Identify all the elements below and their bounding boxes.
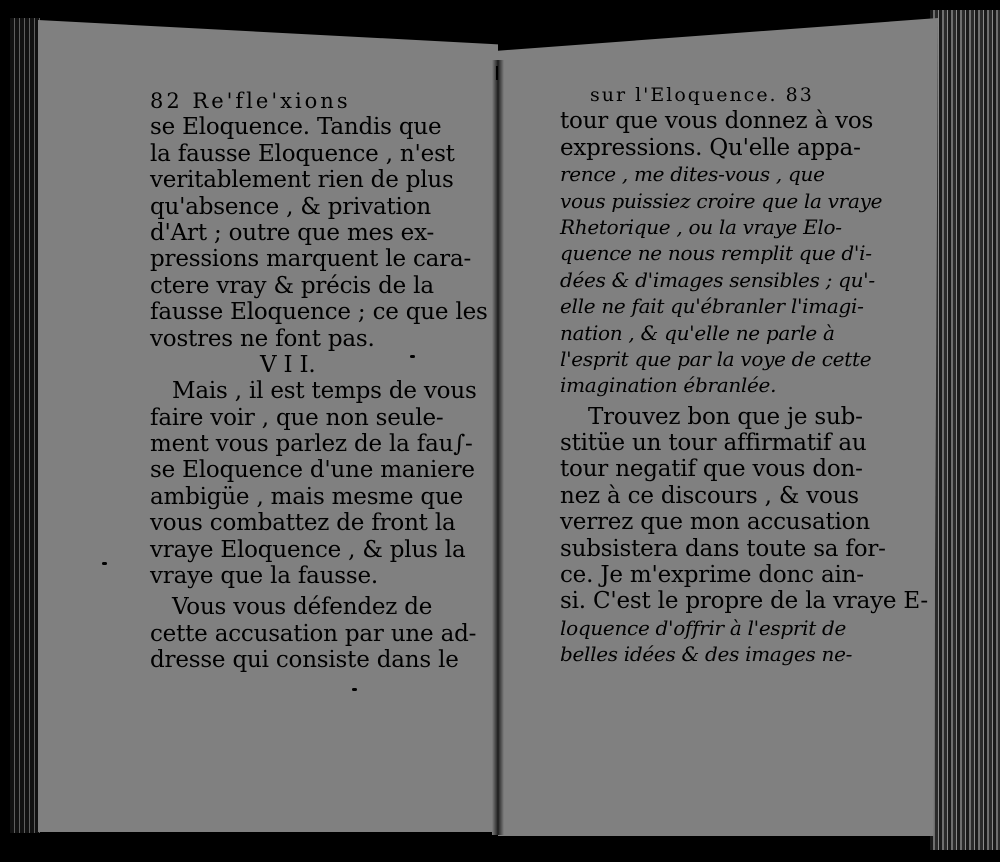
italic-line: imagination ébranlée. (560, 373, 777, 398)
text-line: la fausse Eloquence , n'est (150, 140, 455, 167)
ink-speck (102, 562, 107, 565)
left-page-header: 82 Re'fle'xions (150, 89, 351, 113)
text-line: fausse Eloquence ; ce que les (150, 299, 488, 326)
ink-speck (410, 355, 415, 358)
right-page-edges (930, 10, 1000, 850)
text-line: expressions. Qu'elle appa- (560, 134, 861, 161)
italic-line: belles idées & des images ne- (560, 642, 853, 667)
text-line: stitüe un tour affirmatif au (560, 430, 867, 457)
text-line: Vous vous défendez de (172, 594, 433, 621)
italic-line: l'esprit que par la voye de cette (560, 346, 872, 371)
text-line: cette accusation par une ad- (150, 620, 477, 647)
ink-speck (514, 8, 519, 11)
text-line: pressions marquent le cara- (150, 246, 472, 273)
text-line: subsistera dans toute sa for- (560, 535, 886, 562)
italic-line: quence ne nous remplit que d'i- (560, 241, 872, 266)
ink-speck (352, 688, 357, 691)
text-line: tour que vous donnez à vos (560, 108, 874, 135)
text-line: Trouvez bon que je sub- (588, 403, 863, 430)
section-number: V I I. (260, 351, 316, 378)
text-line: faire voir , que non seule- (150, 404, 444, 431)
text-line: veritablement rien de plus (150, 167, 454, 194)
italic-line: Rhetorique , ou la vraye Elo- (560, 214, 842, 239)
italic-line: rence , me dites-vous , que (560, 162, 825, 187)
right-page-text (560, 82, 928, 668)
italic-line: dées & d'images sensibles ; qu'- (560, 267, 875, 292)
right-page-header: sur l'Eloquence. 83 (590, 84, 814, 106)
text-line: tour negatif que vous don- (560, 456, 863, 483)
text-line: dresse qui consiste dans le (150, 647, 459, 674)
gutter-mark (496, 66, 498, 80)
italic-line: elle ne fait qu'ébranler l'imagi- (560, 294, 864, 319)
left-page-text (150, 88, 488, 674)
text-line: vous combattez de front la (150, 510, 456, 537)
italic-line: loquence d'offrir à l'esprit de (560, 615, 847, 640)
text-line: d'Art ; outre que mes ex- (150, 219, 435, 246)
text-line: vostres ne font pas. (150, 325, 375, 352)
text-line: ment vous parlez de la fau∫- (150, 431, 473, 458)
text-line: se Eloquence. Tandis que (150, 114, 442, 141)
text-line: ce. Je m'exprime donc ain- (560, 562, 864, 589)
italic-line: vous puissiez croire que la vraye (560, 188, 883, 213)
text-line: verrez que mon accusation (560, 509, 870, 536)
text-line: nez à ce discours , & vous (560, 482, 859, 509)
text-line: ctere vray & précis de la (150, 272, 434, 299)
text-line: qu'absence , & privation (150, 193, 431, 220)
text-line: vraye que la fausse. (150, 563, 379, 590)
text-line: si. C'est le propre de la vraye E- (560, 588, 928, 615)
text-line: Mais , il est temps de vous (172, 378, 477, 405)
left-page-edges (10, 18, 40, 833)
book-gutter (492, 60, 504, 835)
italic-line: nation , & qu'elle ne parle à (560, 320, 835, 345)
text-line: se Eloquence d'une maniere (150, 457, 475, 484)
text-line: vraye Eloquence , & plus la (150, 536, 466, 563)
text-line: ambigüe , mais mesme que (150, 483, 463, 510)
